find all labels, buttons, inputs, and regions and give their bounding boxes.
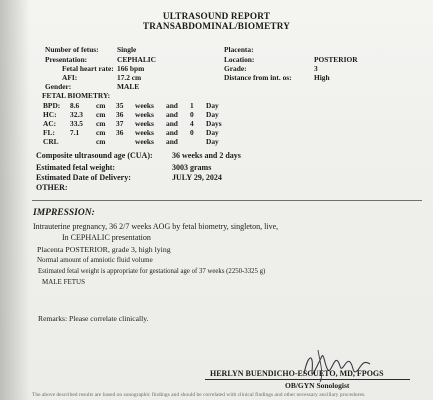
biometry-days: 1 <box>190 101 194 110</box>
biometry-days-label: Days <box>206 119 222 128</box>
biometry-days-label: Day <box>206 128 219 137</box>
biometry-weeks-label: weeks <box>135 119 154 128</box>
summary-label: Estimated fetal weight: <box>36 163 116 172</box>
signatory-name: HERLYN BUENDICHO-ESCUETO, MD, FPOGS <box>210 369 384 378</box>
biometry-and: and <box>166 119 178 128</box>
biometry-name: CRL <box>43 137 59 146</box>
biometry-days-label: Day <box>206 101 219 110</box>
summary-label: Estimated Date of Delivery: <box>36 173 131 182</box>
biometry-name: HC: <box>43 110 57 119</box>
biometry-and: and <box>166 110 178 119</box>
summary-value: 36 weeks and 2 days <box>172 151 241 160</box>
footer-note: The above described results are based on sonographic findings and should be correlated with clinical findings and other necessary ancillary procedures. <box>32 392 366 398</box>
impression-heading: IMPRESSION: <box>33 208 95 218</box>
biometry-days: 0 <box>190 128 194 137</box>
biometry-and: and <box>166 137 178 146</box>
signature-line <box>205 379 410 380</box>
info-value: CEPHALIC <box>117 55 157 64</box>
biometry-heading: FETAL BIOMETRY: <box>42 91 111 100</box>
impression-line: Intrauterine pregnancy, 36 2/7 weeks AOG by fetal biometry, singleton, live, <box>33 222 279 231</box>
info-label: Distance from int. os: <box>224 73 292 82</box>
impression-line: MALE FETUS <box>42 278 85 286</box>
info-value: 3 <box>314 64 318 73</box>
report-subtitle: TRANSABDOMINAL/BIOMETRY <box>142 21 291 31</box>
biometry-days: 4 <box>190 119 194 128</box>
report-title: ULTRASOUND REPORT <box>162 11 271 21</box>
biometry-value: 8.6 <box>70 101 80 110</box>
info-label: Fetal heart rate: <box>62 64 114 73</box>
biometry-weeks: 36 <box>116 110 124 119</box>
biometry-weeks: 36 <box>116 128 124 137</box>
info-value: High <box>314 73 330 82</box>
summary-value: JULY 29, 2024 <box>172 173 222 182</box>
page-shadow <box>0 0 30 400</box>
biometry-and: and <box>166 101 178 110</box>
biometry-unit: cm <box>96 137 106 146</box>
biometry-value: 32.3 <box>70 110 83 119</box>
biometry-days-label: Day <box>206 110 219 119</box>
remarks: Remarks: Please correlate clinically. <box>38 314 149 323</box>
info-label: Gender: <box>45 82 72 91</box>
biometry-and: and <box>166 128 178 137</box>
biometry-unit: cm <box>96 110 106 119</box>
info-value: MALE <box>117 82 140 91</box>
summary-label: Composite ultrasound age (CUA): <box>36 151 153 160</box>
biometry-days-label: Day <box>206 137 219 146</box>
impression-line: Estimated fetal weight is appropriate for gestational age of 37 weeks (2250-3325 g) <box>38 268 266 275</box>
biometry-weeks-label: weeks <box>135 101 154 110</box>
biometry-unit: cm <box>96 119 106 128</box>
impression-line: In CEPHALIC presentation <box>62 233 151 242</box>
biometry-name: BPD: <box>43 101 61 110</box>
impression-line: Placenta POSTERIOR, grade 3, high lying <box>37 245 171 254</box>
summary-value: 3003 grams <box>172 163 212 172</box>
biometry-name: FL: <box>43 128 55 137</box>
info-label: Location: <box>224 55 255 64</box>
biometry-unit: cm <box>96 128 106 137</box>
info-label: AFI: <box>62 73 78 82</box>
info-value: 166 bpm <box>117 64 145 73</box>
biometry-days: 0 <box>190 110 194 119</box>
info-label: Placenta: <box>224 45 254 54</box>
biometry-value: 7.1 <box>70 128 80 137</box>
info-label: Number of fetus: <box>45 45 99 54</box>
biometry-weeks: 35 <box>116 101 124 110</box>
handwritten-signature <box>300 344 380 384</box>
biometry-value: 33.5 <box>70 119 83 128</box>
info-value: 17.2 cm <box>117 73 142 82</box>
biometry-weeks-label: weeks <box>135 128 154 137</box>
info-value: Single <box>117 45 137 54</box>
info-value: POSTERIOR <box>314 55 358 64</box>
biometry-name: AC: <box>43 119 57 128</box>
section-divider <box>32 200 422 201</box>
biometry-weeks: 37 <box>116 119 124 128</box>
summary-label: OTHER: <box>36 183 68 192</box>
info-label: Presentation: <box>45 55 88 64</box>
signatory-title: OB/GYN Sonologist <box>285 381 350 390</box>
impression-line: Normal amount of amniotic fluid volume <box>37 256 153 264</box>
info-label: Grade: <box>224 64 247 73</box>
biometry-weeks-label: weeks <box>135 110 154 119</box>
biometry-weeks-label: weeks <box>135 137 154 146</box>
biometry-unit: cm <box>96 101 106 110</box>
